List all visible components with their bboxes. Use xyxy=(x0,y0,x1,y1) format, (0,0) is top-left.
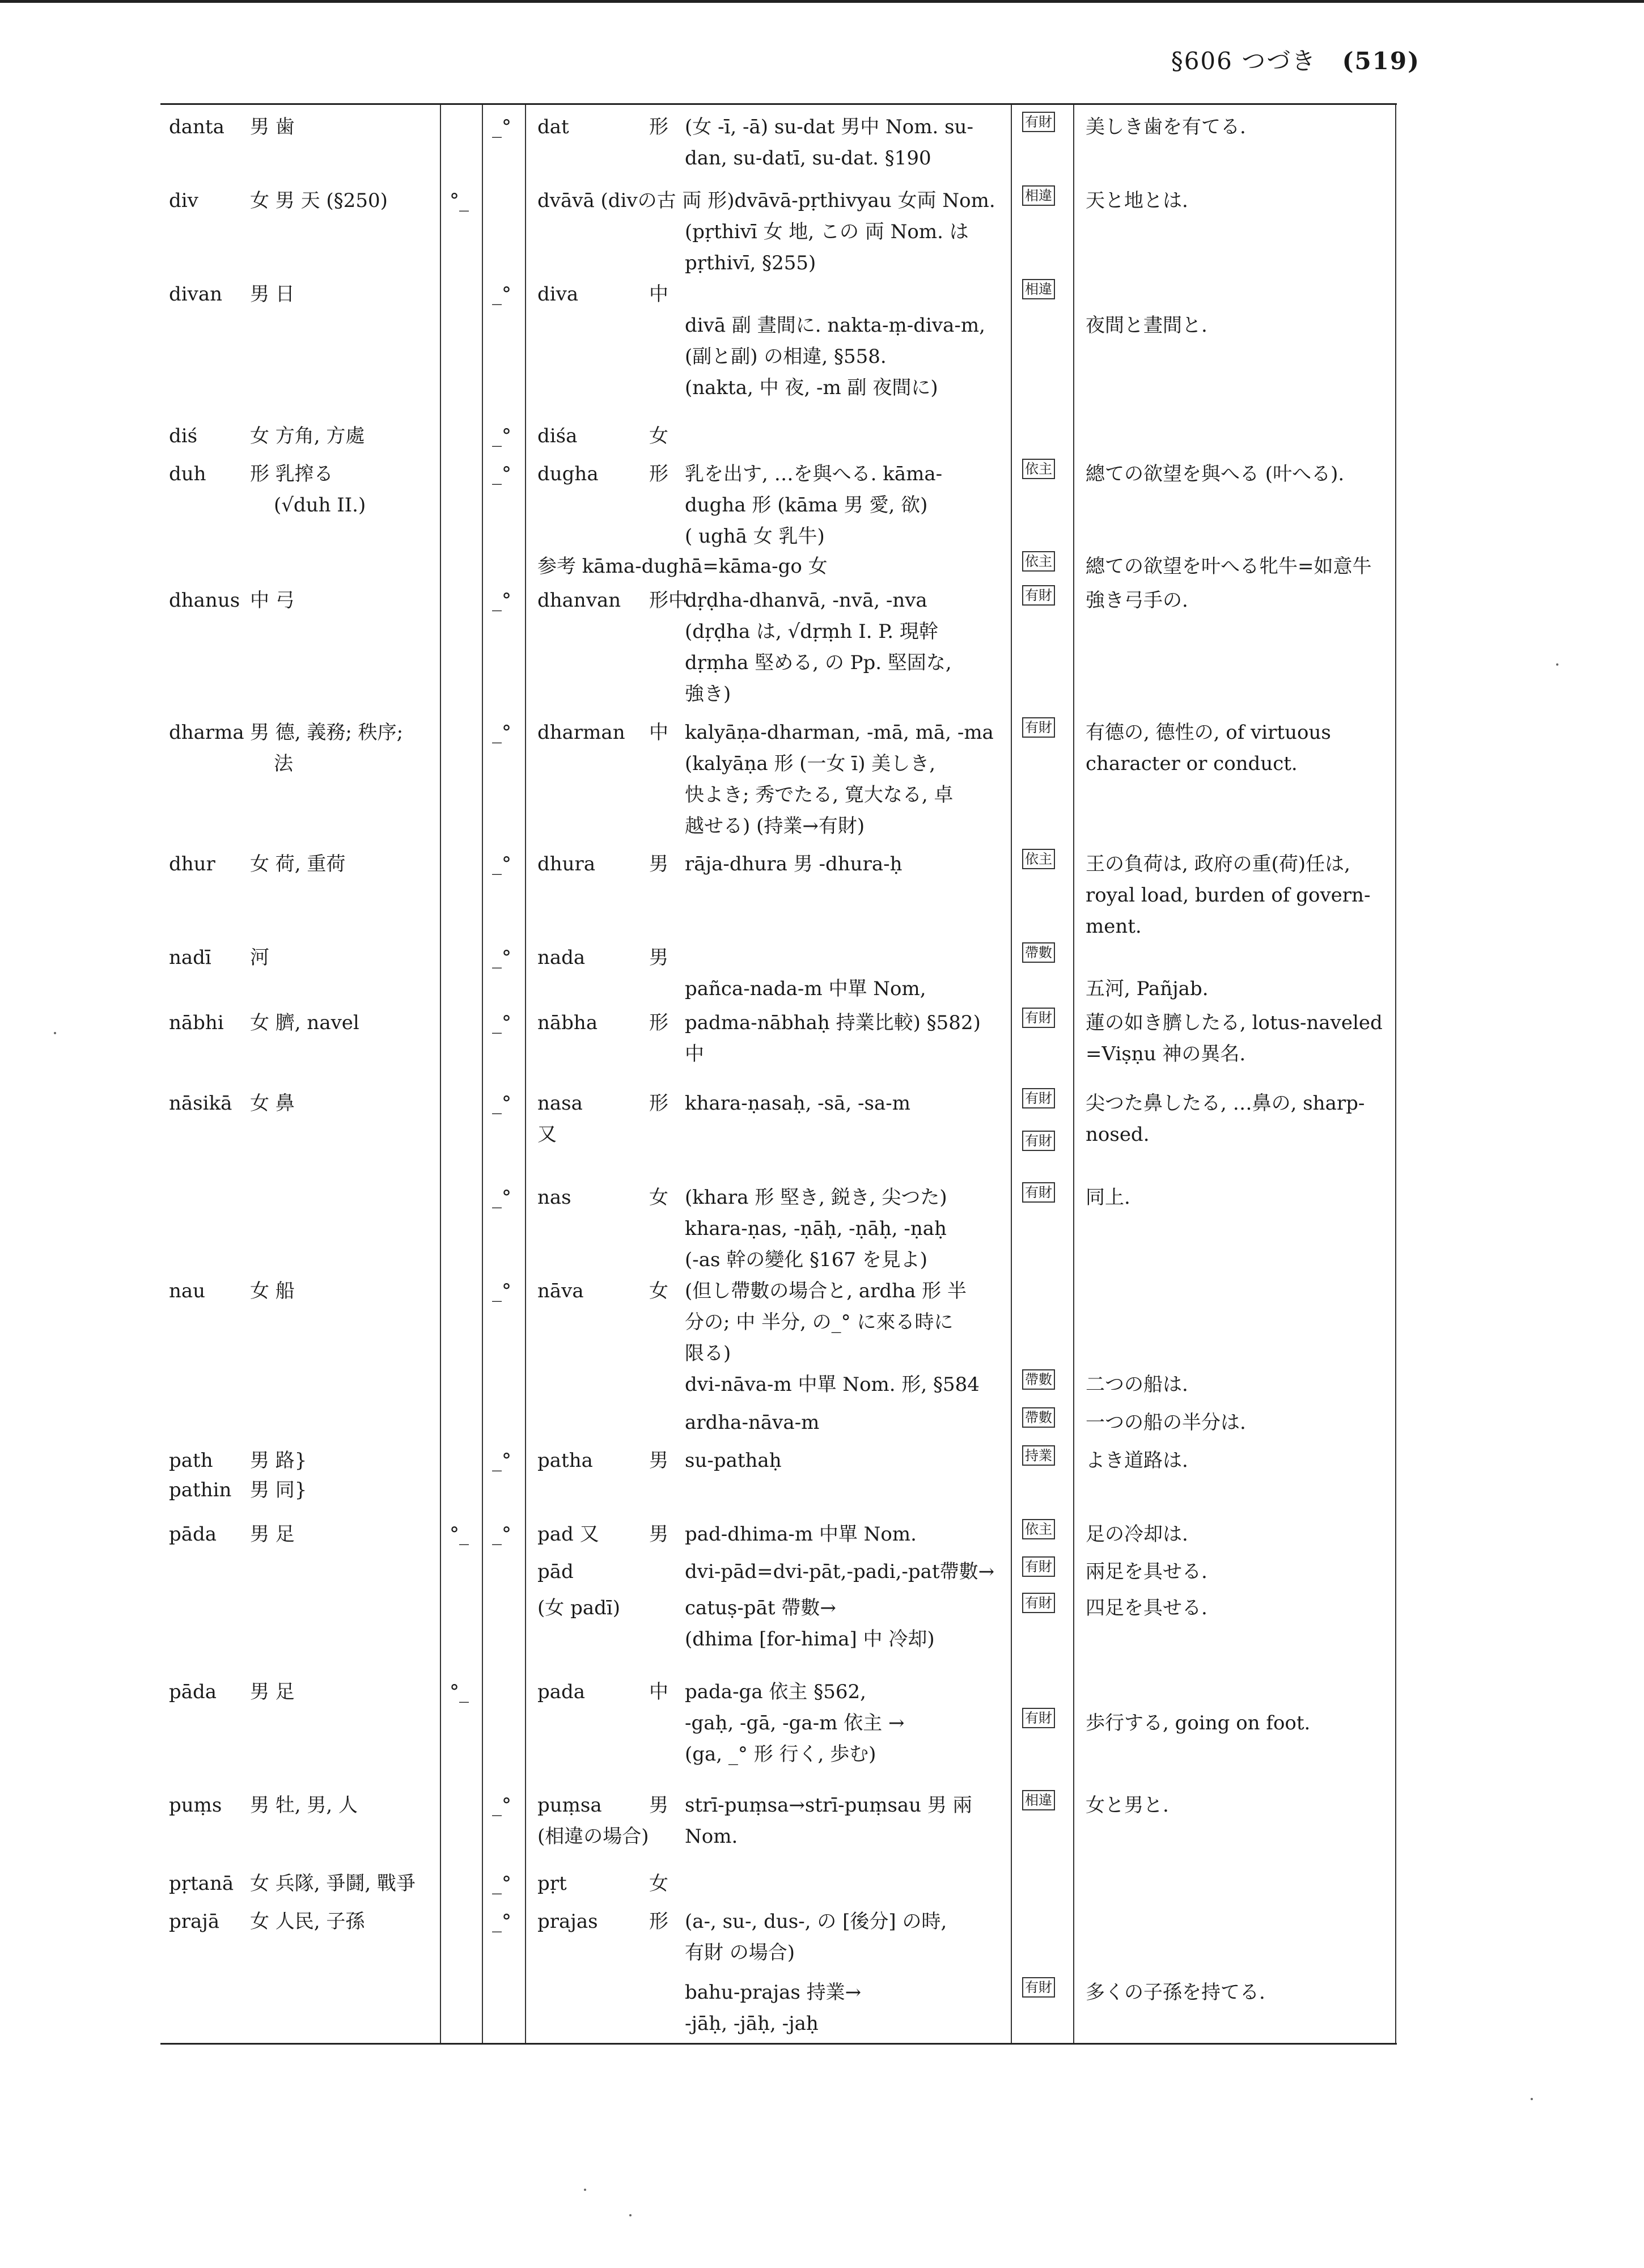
headword: danta xyxy=(169,116,224,138)
translation-line: 總ての欲望を叶へる牝牛=如意牛 xyxy=(1086,555,1372,578)
page-number: (519) xyxy=(1342,47,1420,75)
position-mark-prefix: °_ xyxy=(450,1523,469,1546)
explanation-line: ardha-nāva-m xyxy=(685,1411,820,1434)
explanation-line: (副と副) の相違, §558. xyxy=(685,345,887,368)
position-mark-suffix: _° xyxy=(492,589,511,612)
position-mark-suffix: _° xyxy=(492,1523,511,1546)
explanation-line: (kalyāṇa 形 (一女 ī) 美しき, xyxy=(685,752,936,775)
translation-line: 四足を具せる. xyxy=(1086,1597,1207,1619)
translation-line: 同上. xyxy=(1086,1186,1130,1209)
explanation-line: dṛṃha 堅める, の Pp. 堅固な, xyxy=(685,651,952,674)
explanation-line: 有財 の場合) xyxy=(685,1941,795,1964)
gender-mark: 女 xyxy=(649,425,668,447)
position-mark-suffix: _° xyxy=(492,463,511,485)
headword-gloss-cont: 法 xyxy=(274,752,293,775)
explanation-line: pada-ga 依主 §562, xyxy=(685,1681,866,1703)
compound-stem: pād xyxy=(537,1560,574,1583)
explanation-line: (女 -ī, -ā) su-dat 男中 Nom. su- xyxy=(685,116,973,138)
compound-type-tag: 帶數 xyxy=(1022,942,1055,963)
headword-gloss: 中 弓 xyxy=(250,589,295,612)
headword-gloss: 男 足 xyxy=(250,1523,295,1546)
explanation-line: (-as 幹の變化 §167 を見よ) xyxy=(685,1249,928,1271)
compound-stem: dhura xyxy=(537,853,596,875)
compound-type-tag: 有財 xyxy=(1022,717,1055,738)
gender-mark: 形 xyxy=(649,1910,668,1933)
headword-gloss: 男 日 xyxy=(250,283,295,306)
explanation-line: pṛthivī, §255) xyxy=(685,252,816,274)
position-mark-suffix: _° xyxy=(492,1910,511,1933)
stem-note: 又 xyxy=(537,1123,557,1146)
headword-gloss: 女 荷, 重荷 xyxy=(250,853,346,875)
position-mark-suffix: _° xyxy=(492,283,511,306)
compound-type-tag: 依主 xyxy=(1022,1519,1055,1539)
position-mark-suffix: _° xyxy=(492,721,511,744)
translation-line: 兩足を具せる. xyxy=(1086,1560,1207,1583)
gender-mark: 形 xyxy=(649,1012,668,1034)
headword-gloss: 形 乳搾る xyxy=(250,463,333,485)
compound-type-tag: 帶數 xyxy=(1022,1369,1055,1390)
compound-stem: nada xyxy=(537,946,586,969)
position-mark-suffix: _° xyxy=(492,946,511,969)
translation-line: 尖つた鼻したる, …鼻の, sharp- xyxy=(1086,1092,1365,1115)
position-mark-suffix: _° xyxy=(492,1186,511,1209)
gender-mark: 中 xyxy=(649,721,668,744)
position-mark-suffix: _° xyxy=(492,1872,511,1895)
headword: dharma xyxy=(169,721,244,744)
translation-line: 總ての欲望を與へる (叶へる). xyxy=(1086,463,1345,485)
compound-type-tag: 有財 xyxy=(1022,1708,1055,1728)
dictionary-table xyxy=(160,103,1397,2045)
section-ref: §606 つづき xyxy=(1171,47,1317,75)
explanation-line: 乳を出す, …を與へる. kāma- xyxy=(685,463,943,485)
headword: nāsikā xyxy=(169,1092,232,1115)
headword: nābhi xyxy=(169,1012,224,1034)
headword-gloss: 女 鼻 xyxy=(250,1092,295,1115)
explanation-line: bahu-prajas 持業→ xyxy=(685,1981,862,2004)
explanation-line: dan, su-datī, su-dat. §190 xyxy=(685,147,931,170)
headword-gloss: 男 路} xyxy=(250,1449,307,1472)
gender-mark: 中 xyxy=(649,283,668,306)
compound-stem: nas xyxy=(537,1186,571,1209)
column-divider xyxy=(482,105,483,2043)
explanation-line: rāja-dhura 男 -dhura-ḥ xyxy=(685,853,902,875)
headword-gloss: 女 兵隊, 爭鬪, 戰爭 xyxy=(250,1872,416,1895)
headword-secondary: pathin xyxy=(169,1479,232,1501)
translation-line: 五河, Pañjab. xyxy=(1086,978,1209,1000)
compound-type-tag: 有財 xyxy=(1022,1088,1055,1108)
position-mark-suffix: _° xyxy=(492,1449,511,1472)
translation-line: 美しき歯を有てる. xyxy=(1086,116,1246,138)
gender-mark: 男 xyxy=(649,946,668,969)
explanation-line: (dṛḍha は, √dṛṃh I. P. 現幹 xyxy=(685,620,938,643)
position-mark-suffix: _° xyxy=(492,1012,511,1034)
headword: pāda xyxy=(169,1523,217,1546)
explanation-line: 分の; 中 半分, の_° に來る時に xyxy=(685,1311,954,1334)
explanation-line: 中 xyxy=(685,1043,704,1065)
explanation-line: padma-nābhaḥ 持業比較) §582) xyxy=(685,1012,981,1034)
position-mark-suffix: _° xyxy=(492,1280,511,1302)
headword: div xyxy=(169,189,198,212)
translation-line: 有德の, 德性の, of virtuous xyxy=(1086,721,1331,744)
translation-line: よき道路は. xyxy=(1086,1449,1188,1472)
headword-gloss: 河 xyxy=(250,946,269,969)
translation-line: character or conduct. xyxy=(1086,752,1298,775)
explanation-line: kalyāṇa-dharman, -mā, mā, -ma xyxy=(685,721,994,744)
position-mark-suffix: _° xyxy=(492,1092,511,1115)
gender-mark: 形中 xyxy=(649,589,688,612)
headword-gloss-cont: (√duh II.) xyxy=(274,494,366,517)
compound-stem: dharman xyxy=(537,721,625,744)
explanation-line: su-pathaḥ xyxy=(685,1449,782,1472)
headword: nau xyxy=(169,1280,206,1302)
headword: path xyxy=(169,1449,213,1472)
explanation-line: (ga, _° 形 行く, 歩む) xyxy=(685,1743,876,1766)
headword: diś xyxy=(169,425,198,447)
translation-line: ment. xyxy=(1086,915,1142,938)
compound-type-tag: 有財 xyxy=(1022,1182,1055,1203)
compound-type-tag: 有財 xyxy=(1022,585,1055,606)
gender-mark: 男 xyxy=(649,1523,668,1546)
column-divider xyxy=(525,105,526,2043)
explanation-line: ( ughā 女 乳牛) xyxy=(685,525,825,548)
gender-mark: 女 xyxy=(649,1872,668,1895)
explanation-line: (pṛthivī 女 地, この 両 Nom. は xyxy=(685,221,969,243)
translation-line: 歩行する, going on foot. xyxy=(1086,1712,1311,1734)
compound-stem: dhanvan xyxy=(537,589,621,612)
explanation-line: (但し帶數の場合と, ardha 形 半 xyxy=(685,1280,967,1302)
headword-gloss: 女 船 xyxy=(250,1280,295,1302)
gender-mark: 形 xyxy=(649,1092,668,1115)
headword-gloss: 女 方角, 方處 xyxy=(250,425,365,447)
scan-speck xyxy=(1531,2098,1533,2100)
translation-line: =Viṣṇu 神の異名. xyxy=(1086,1043,1246,1065)
explanation-line: 強き) xyxy=(685,683,731,705)
headword: pṛtanā xyxy=(169,1872,234,1895)
headword-gloss: 男 牡, 男, 人 xyxy=(250,1794,358,1817)
translation-line: 女と男と. xyxy=(1086,1794,1169,1817)
scan-speck xyxy=(1556,663,1558,666)
compound-type-tag: 相違 xyxy=(1022,279,1055,299)
translation-line: 多くの子孫を持てる. xyxy=(1086,1981,1265,2004)
explanation-line: khara-ṇasaḥ, -sā, -sa-m xyxy=(685,1092,910,1115)
explanation-line: -jāḥ, -jāḥ, -jaḥ xyxy=(685,2012,819,2035)
compound-type-tag: 有財 xyxy=(1022,1593,1055,1613)
headword-gloss: 男 足 xyxy=(250,1681,295,1703)
position-mark-prefix: °_ xyxy=(450,189,469,212)
translation-line: 強き弓手の. xyxy=(1086,589,1188,612)
explanation-line: (a-, su-, dus-, の [後分] の時, xyxy=(685,1910,947,1933)
explanation-line: (nakta, 中 夜, -m 副 夜間に) xyxy=(685,376,938,399)
column-divider xyxy=(440,105,441,2043)
headword: prajā xyxy=(169,1910,220,1933)
column-divider xyxy=(1011,105,1012,2043)
explanation-line: Nom. xyxy=(685,1825,738,1848)
compound-type-tag: 依主 xyxy=(1022,849,1055,869)
explanation-line: (khara 形 堅き, 鋭き, 尖つた) xyxy=(685,1186,947,1209)
top-border xyxy=(0,0,1644,3)
explanation-line: pañca-nada-m 中單 Nom, xyxy=(685,978,926,1000)
compound-type-tag: 有財 xyxy=(1022,1977,1055,1998)
gender-mark: 男 xyxy=(649,1449,668,1472)
position-mark-suffix: _° xyxy=(492,1794,511,1817)
headword: dhur xyxy=(169,853,215,875)
explanation-line: 越せる) (持業→有財) xyxy=(685,815,865,837)
stem-note: 参考 kāma-dughā=kāma-go 女 xyxy=(537,555,828,578)
compound-stem: (女 padī) xyxy=(537,1597,621,1619)
gender-mark: 中 xyxy=(649,1681,668,1703)
compound-type-tag: 帶數 xyxy=(1022,1407,1055,1428)
headword-gloss-secondary: 男 同} xyxy=(250,1479,307,1501)
compound-stem: patha xyxy=(537,1449,593,1472)
explanation-line: 快よき; 秀でたる, 寛大なる, 卓 xyxy=(685,784,954,806)
explanation-line: dṛḍha-dhanvā, -nvā, -nva xyxy=(685,589,927,612)
headword-gloss: 女 臍, navel xyxy=(250,1012,359,1034)
compound-type-tag: 相違 xyxy=(1022,1790,1055,1810)
translation-line: royal load, burden of govern- xyxy=(1086,884,1371,907)
explanation-line: catuṣ-pāt 帶數→ xyxy=(685,1597,836,1619)
compound-type-tag: 有財 xyxy=(1022,1131,1055,1151)
compound-type-tag: 依主 xyxy=(1022,551,1055,572)
gender-mark: 形 xyxy=(649,463,668,485)
explanation-line: dvi-nāva-m 中單 Nom. 形, §584 xyxy=(685,1373,980,1396)
compound-stem: prajas xyxy=(537,1910,598,1933)
translation-line: 二つの船は. xyxy=(1086,1373,1188,1396)
compound-type-tag: 相違 xyxy=(1022,185,1055,206)
compound-type-tag: 依主 xyxy=(1022,459,1055,479)
explanation-line: khara-ṇas, -ṇāḥ, -ṇāḥ, -ṇaḥ xyxy=(685,1217,947,1240)
translation-line: 足の冷却は. xyxy=(1086,1523,1188,1546)
headword-gloss: 男 德, 義務; 秩序; xyxy=(250,721,404,744)
scan-speck xyxy=(54,1032,56,1034)
compound-stem: pad 又 xyxy=(537,1523,599,1546)
headword-gloss: 女 男 天 (§250) xyxy=(250,189,388,212)
headword: duh xyxy=(169,463,206,485)
translation-line: 蓮の如き臍したる, lotus-naveled xyxy=(1086,1012,1383,1034)
explanation-line: dugha 形 (kāma 男 愛, 欲) xyxy=(685,494,928,517)
compound-stem: nābha xyxy=(537,1012,598,1034)
explanation-line: (dhima [for-hima] 中 冷却) xyxy=(685,1628,935,1651)
position-mark-prefix: °_ xyxy=(450,1681,469,1703)
headword: pāda xyxy=(169,1681,217,1703)
compound-stem: nāva xyxy=(537,1280,584,1302)
explanation-line: -gaḥ, -gā, -ga-m 依主 → xyxy=(685,1712,905,1734)
explanation-line: strī-puṃsa→strī-puṃsau 男 兩 xyxy=(685,1794,972,1817)
compound-stem: pada xyxy=(537,1681,586,1703)
explanation-line: divā 副 晝間に. nakta-ṃ-diva-m, xyxy=(685,314,985,337)
compound-stem: dat xyxy=(537,116,569,138)
translation-line: 一つの船の半分は. xyxy=(1086,1411,1246,1434)
column-divider xyxy=(1395,105,1396,2043)
position-mark-suffix: _° xyxy=(492,116,511,138)
gender-mark: 女 xyxy=(649,1280,668,1302)
headword: puṃs xyxy=(169,1794,222,1817)
compound-stem: diva xyxy=(537,283,579,306)
headword: dhanus xyxy=(169,589,240,612)
translation-line: 王の負荷は, 政府の重(荷)任は, xyxy=(1086,853,1350,875)
headword-gloss: 女 人民, 子孫 xyxy=(250,1910,365,1933)
compound-stem: diśa xyxy=(537,425,578,447)
explanation-line: pad-dhima-m 中單 Nom. xyxy=(685,1523,917,1546)
compound-stem: dugha xyxy=(537,463,599,485)
explanation-line: 限る) xyxy=(685,1342,731,1365)
translation-line: 天と地とは. xyxy=(1086,189,1188,212)
headword: divan xyxy=(169,283,223,306)
gender-mark: 男 xyxy=(649,853,668,875)
headword: nadī xyxy=(169,946,211,969)
compound-stem: pṛt xyxy=(537,1872,567,1895)
position-mark-suffix: _° xyxy=(492,853,511,875)
gender-mark: 男 xyxy=(649,1794,668,1817)
compound-stem: dvāvā (divの古 両 形)dvāvā-pṛthivyau 女両 Nom. xyxy=(537,189,995,212)
gender-mark: 女 xyxy=(649,1186,668,1209)
scan-speck xyxy=(629,2214,632,2216)
translation-line: nosed. xyxy=(1086,1123,1150,1146)
compound-type-tag: 持業 xyxy=(1022,1445,1055,1466)
explanation-line: dvi-pād=dvi-pāt,-padi,-pat帶數→ xyxy=(685,1560,995,1583)
headword-gloss: 男 歯 xyxy=(250,116,295,138)
compound-stem: nasa xyxy=(537,1092,583,1115)
running-header xyxy=(1171,43,1420,77)
compound-stem: puṃsa xyxy=(537,1794,602,1817)
scan-speck xyxy=(584,2189,586,2191)
translation-line: 夜間と晝間と. xyxy=(1086,314,1207,337)
compound-type-tag: 有財 xyxy=(1022,112,1055,132)
position-mark-suffix: _° xyxy=(492,425,511,447)
gender-mark: 形 xyxy=(649,116,668,138)
compound-type-tag: 有財 xyxy=(1022,1556,1055,1577)
column-divider xyxy=(1073,105,1074,2043)
compound-type-tag: 有財 xyxy=(1022,1008,1055,1028)
stem-note: (相違の場合) xyxy=(537,1825,649,1848)
